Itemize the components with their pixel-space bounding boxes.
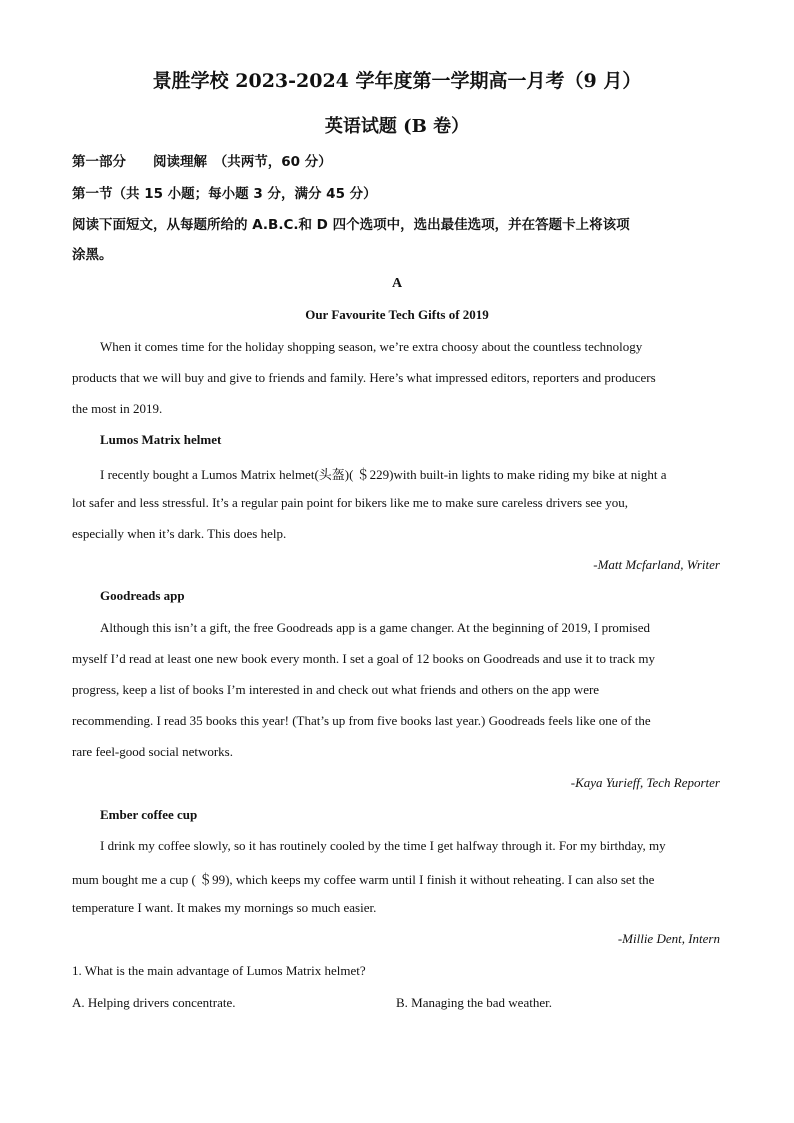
item-line: lot safer and less stressful. It’s a regular pain point for bikers like me to make sure careless drivers see you, bbox=[72, 495, 628, 510]
item-line: progress, keep a list of books I’m interested in and check out what friends and others on the app were bbox=[72, 682, 600, 697]
item-line: temperature I want. It makes my mornings so much easier. bbox=[72, 900, 377, 915]
item-line: recommending. I read 35 books this year! (That’s up from five books last year.) Goodreads feels like one of the bbox=[72, 713, 651, 728]
item-line: especially when it’s dark. This does help. bbox=[72, 526, 287, 541]
item-heading: Lumos Matrix helmet bbox=[100, 432, 222, 447]
passage-title: Our Favourite Tech Gifts of 2019 bbox=[305, 307, 489, 322]
item-heading: Goodreads app bbox=[100, 588, 185, 603]
item-heading: Ember coffee cup bbox=[100, 807, 198, 822]
exam-title: 景胜学校 2023-2024 学年度第一学期高一月考（9 月） bbox=[152, 70, 642, 92]
section-heading: 第一节（共 15 小题；每小题 3 分，满分 45 分） bbox=[72, 186, 377, 202]
item-signature: -Kaya Yurieff, Tech Reporter bbox=[570, 775, 720, 790]
option-b: B. Managing the bad weather. bbox=[396, 995, 552, 1010]
directions-line-2: 涂黑。 bbox=[72, 247, 113, 263]
option-a: A. Helping drivers concentrate. bbox=[72, 995, 236, 1010]
directions-line-1: 阅读下面短文，从每题所给的 A.B.C.和 D 四个选项中，选出最佳选项，并在答题卡上将该项 bbox=[72, 217, 630, 233]
part-heading: 第一部分 阅读理解 （共两节，60 分） bbox=[72, 154, 332, 170]
intro-line: the most in 2019. bbox=[72, 401, 163, 416]
item-line: mum bought me a cup ( ＄99), which keeps my coffee warm until I finish it without reheating. I can also set the bbox=[72, 872, 655, 887]
item-line: myself I’d read at least one new book every month. I set a goal of 12 books on Goodreads and use it to track my bbox=[72, 651, 656, 666]
question-stem: 1. What is the main advantage of Lumos Matrix helmet? bbox=[72, 963, 366, 978]
item-signature: -Matt Mcfarland, Writer bbox=[593, 557, 720, 572]
item-line: Although this isn’t a gift, the free Goodreads app is a game changer. At the beginning of 2019, I promised bbox=[100, 620, 650, 635]
intro-line: When it comes time for the holiday shopping season, we’re extra choosy about the countless technology bbox=[100, 339, 643, 354]
item-line: I recently bought a Lumos Matrix helmet(头盔)( ＄229)with built-in lights to make riding my bike at night a bbox=[100, 467, 667, 482]
item-line: I drink my coffee slowly, so it has routinely cooled by the time I get halfway through it. For my birthday, my bbox=[100, 838, 666, 853]
exam-subtitle: 英语试题 (B 卷） bbox=[324, 116, 470, 137]
item-signature: -Millie Dent, Intern bbox=[617, 931, 720, 946]
passage-label: A bbox=[391, 276, 403, 291]
item-line: rare feel-good social networks. bbox=[72, 744, 233, 759]
intro-line: products that we will buy and give to friends and family. Here’s what impressed editors, reporters and producers bbox=[72, 370, 656, 385]
